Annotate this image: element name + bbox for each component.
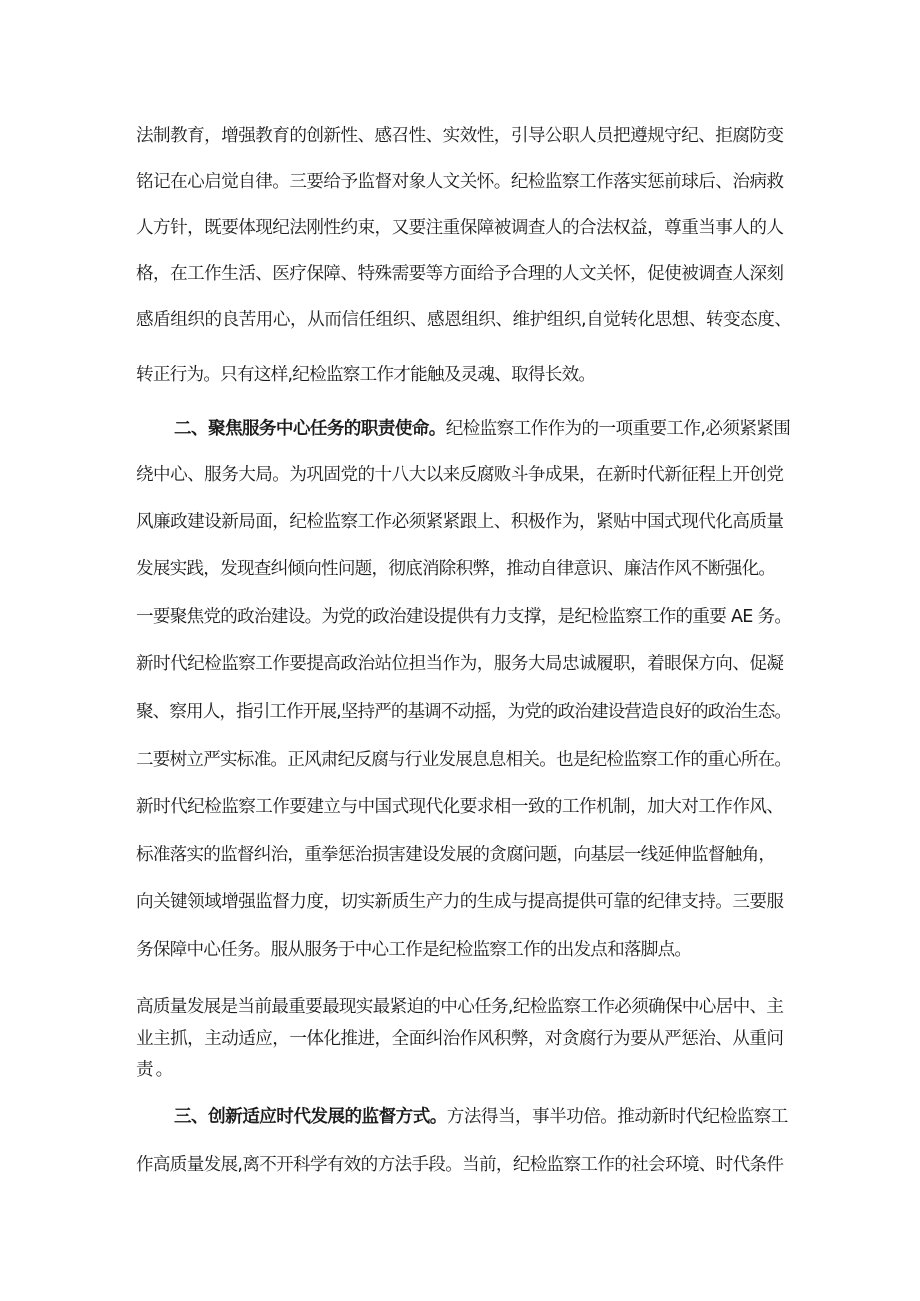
- body-line: 法制教育，增强教育的创新性、感召性、实效性，引导公职人员把遵规守纪、拒腐防变: [136, 126, 784, 146]
- body-line: 风廉政建设新局面，纪检监察工作必须紧紧跟上、积极作为，紧贴中国式现代化高质量: [136, 512, 784, 532]
- section-two-line: [174, 417, 794, 441]
- body-line: 聚、察用人，指引工作开展,坚持严的基调不动摇，为党的政治建设营造良好的政治生态。: [136, 702, 792, 722]
- body-line: 一要聚焦党的政治建设。为党的政治建设提供有力支撑，是纪检监察工作的重要 AE 务。: [136, 607, 792, 627]
- body-line: 高质量发展是当前最重要最现实最紧迫的中心任务,纪检监察工作必须确保中心居中、主: [136, 997, 784, 1017]
- body-line: 务保障中心任务。服从服务于中心工作是纪检监察工作的出发点和落脚点。: [136, 940, 692, 960]
- body-line: 铭记在心启觉自律。三要给予监督对象人文关怀。纪检监察工作落实惩前球后、治病救: [136, 172, 784, 192]
- body-line: 绕中心、服务大局。为巩固党的十八大以来反腐败斗争成果，在新时代新征程上开创党: [136, 465, 784, 485]
- body-line: 业主抓，主动适应，一体化推进，全面纠治作风积弊，对贪腐行为要从严惩治、从重问: [136, 1029, 784, 1049]
- section-text: 方法得当，事半功倍。推动新时代纪检监察工: [446, 1107, 788, 1127]
- section-heading: 二、聚焦服务中心任务的职责使命。: [174, 419, 446, 439]
- body-line: 发展实践，发现查纠倾向性问题，彻底消除积弊，推动自律意识、廉洁作风不断强化。: [136, 559, 776, 579]
- body-line: 新时代纪检监察工作要建立与中国式现代化要求相一致的工作机制，加大对工作作风、: [136, 797, 784, 817]
- section-text: 纪检监察工作作为的一项重要工作,必须紧紧围: [445, 419, 791, 439]
- section-three-line: [174, 1105, 792, 1129]
- body-line: 标准落实的监督纠治，重拳惩治损害建设发展的贪腐问题，向基层一线延伸监督触角，: [136, 845, 776, 865]
- section-heading: 三、创新适应时代发展的监督方式。: [174, 1107, 447, 1127]
- body-line: 人方针，既要体现纪法刚性约束，又要注重保障被调查人的合法权益，尊重当事人的人: [136, 218, 784, 238]
- body-line: 新时代纪检监察工作要提高政治站位担当作为，服务大局忠诚履职，着眼保方向、促凝: [136, 654, 784, 674]
- body-line: 作高质量发展,离不开科学有效的方法手段。当前，纪检监察工作的社会环境、时代条件: [136, 1155, 784, 1175]
- body-line: 感盾组织的良苦用心，从而信任组织、感恩组织、维护组织,自觉转化思想、转变态度、: [136, 310, 792, 330]
- body-line: 二要树立严实标准。正风肃纪反腐与行业发展息息相关。也是纪检监察工作的重心所在。: [136, 750, 792, 770]
- body-line: 向关键领域增强监督力度，切实新质生产力的生成与提高提供可靠的纪律支持。三要服: [136, 892, 784, 912]
- body-line: 责。: [136, 1060, 176, 1080]
- body-line: 格，在工作生活、医疗保障、特殊需要等方面给予合理的人文关怀，促使被调查人深刻: [136, 264, 784, 284]
- body-line: 转正行为。只有这样,纪检监察工作才能触及灵魂、取得长效。: [136, 365, 596, 385]
